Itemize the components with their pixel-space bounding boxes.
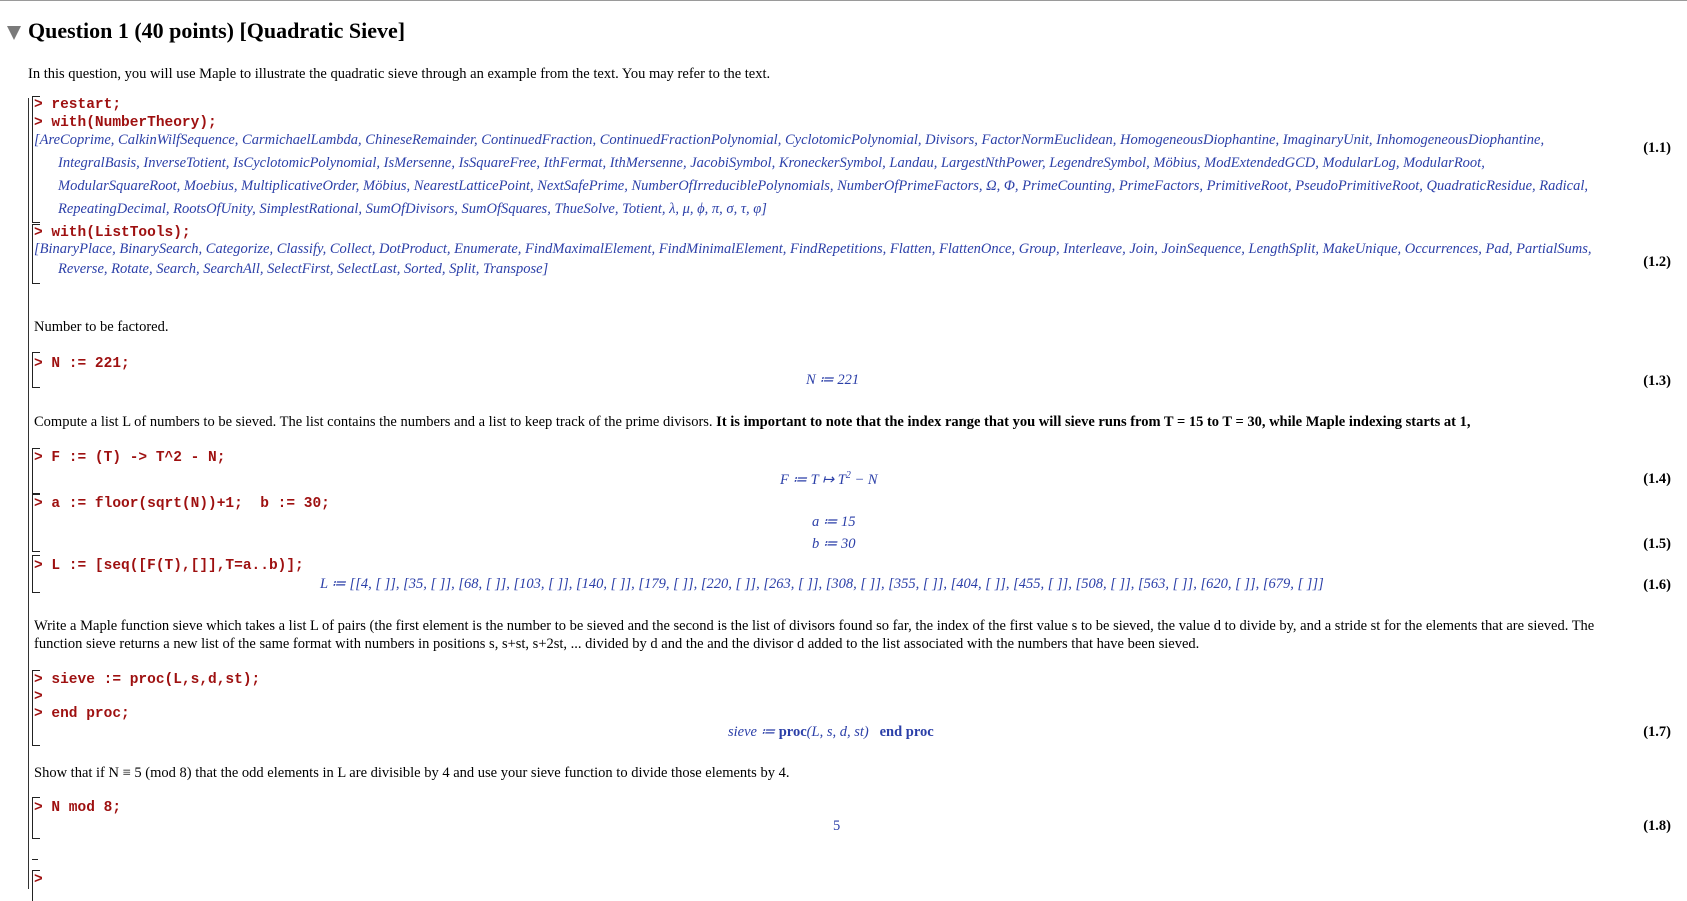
equation-label: (1.4) <box>1643 471 1671 487</box>
text-show-that: Show that if N ≡ 5 (mod 8) that the odd elements in L are divisible by 4 and use your sieve function to divide those elements by 4. <box>34 765 790 781</box>
equation-label: (1.8) <box>1643 818 1671 834</box>
collapse-triangle-icon[interactable] <box>7 26 21 40</box>
input-with-numbertheory[interactable]: > with(NumberTheory); <box>34 115 217 131</box>
input-empty-prompt[interactable]: > <box>34 872 43 888</box>
top-border <box>0 0 1687 1</box>
output-numbertheory-line4: RepeatingDecimal, RootsOfUnity, SimplestRational, SumOfDivisors, SumOfSquares, ThueSolve, Totient, λ, μ, ϕ, π, σ, τ, φ] <box>58 201 767 217</box>
output-mod-value: 5 <box>833 818 841 834</box>
output-sieve <box>728 724 934 741</box>
output-b-value: b ≔ 30 <box>812 536 856 552</box>
output-l-value: L ≔ [[4, [ ]], [35, [ ]], [68, [ ]], [103, [ ]], [140, [ ]], [179, [ ]], [220, [ ]], [263, [ ]], [308, [ ]], [355, [ ]], [404, [ ]], [455, [ ]], [508, [ ]], [563, [ ]], [620, [ ]], [679, [ ]]] <box>320 576 1324 592</box>
equation-label: (1.5) <box>1643 536 1671 552</box>
output-a-value: a ≔ 15 <box>812 514 856 530</box>
section-bar <box>28 98 29 889</box>
output-f-exponent: 2 <box>845 470 851 481</box>
text-sieve-line2: function sieve returns a new list of the same format with numbers in positions s, s+st, s+2st, ... divided by d and the and the divisor d added to the list associated with the numbers that have been sieved. <box>34 636 1200 652</box>
input-restart[interactable]: > restart; <box>34 97 122 113</box>
text-number-to-factor: Number to be factored. <box>34 319 169 335</box>
text-compute-list-plain: Compute a list L of numbers to be sieved. The list contains the numbers and a list to keep track of the prime divisors. <box>34 414 717 430</box>
text-compute-list <box>34 414 1470 431</box>
output-listtools-line2: Reverse, Rotate, Search, SearchAll, SelectFirst, SelectLast, Sorted, Split, Transpose] <box>58 261 549 277</box>
output-n-value: N ≔ 221 <box>806 372 860 388</box>
input-n-assign[interactable]: > N := 221; <box>34 356 130 372</box>
text-compute-list-bold: It is important to note that the index range that you will sieve runs from T = 15 to T = 30, while Maple indexing starts at 1, <box>716 414 1471 430</box>
equation-label: (1.2) <box>1643 254 1671 270</box>
output-f-rest: − N <box>850 471 878 488</box>
input-ab-assign[interactable]: > a := floor(sqrt(N))+1; b := 30; <box>34 496 330 512</box>
input-n-mod[interactable]: > N mod 8; <box>34 800 122 816</box>
input-f-assign[interactable]: > F := (T) -> T^2 - N; <box>34 450 226 466</box>
output-sieve-end-keyword: end proc <box>879 724 934 740</box>
intro-text: In this question, you will use Maple to illustrate the quadratic sieve through an example from the text. You may refer to the text. <box>28 66 771 82</box>
equation-label: (1.1) <box>1643 140 1671 156</box>
section-title: Question 1 (40 points) [Quadratic Sieve] <box>28 18 406 43</box>
equation-label: (1.6) <box>1643 577 1671 593</box>
input-end-proc[interactable]: > end proc; <box>34 706 130 722</box>
output-numbertheory-line3: ModularSquareRoot, Moebius, MultiplicativeOrder, Möbius, NearestLatticePoint, NextSafePrime, NumberOfIrreduciblePolynomials, NumberOfPrimeFactors, Ω, Φ, PrimeCounting, PrimeFactors, PrimitiveRoot, PseudoPrimitiveRoot, QuadraticResidue, Radical, <box>58 178 1588 194</box>
output-f-lhs: F ≔ T ↦ T <box>780 471 846 488</box>
output-listtools-line1: [BinaryPlace, BinarySearch, Categorize, Classify, Collect, DotProduct, Enumerate, FindMaximalElement, FindMinimalElement, FindRepetitions, Flatten, FlattenOnce, Group, Interleave, Join, JoinSequence, LengthSplit, MakeUnique, Occurrences, Pad, PartialSums, <box>34 241 1592 257</box>
output-numbertheory-line2: IntegralBasis, InverseTotient, IsCyclotomicPolynomial, IsMersenne, IsSquareFree, IthFermat, IthMersenne, JacobiSymbol, KroneckerSymbol, Landau, LargestNthPower, LegendreSymbol, Möbius, ModExtendedGCD, ModularLog, ModularRoot, <box>58 155 1485 171</box>
equation-label: (1.7) <box>1643 724 1671 740</box>
output-sieve-args: (L, s, d, st) <box>806 724 869 740</box>
equation-label: (1.3) <box>1643 373 1671 389</box>
input-sieve-proc[interactable]: > sieve := proc(L,s,d,st); <box>34 672 261 688</box>
input-with-listtools[interactable]: > with(ListTools); <box>34 225 191 241</box>
input-l-assign[interactable]: > L := [seq([F(T),[]],T=a..b)]; <box>34 558 304 574</box>
output-sieve-lhs: sieve ≔ <box>728 724 779 740</box>
output-f-value <box>780 470 878 489</box>
output-numbertheory-line1: [AreCoprime, CalkinWilfSequence, CarmichaelLambda, ChineseRemainder, ContinuedFraction, ContinuedFractionPolynomial, CyclotomicPolynomial, Divisors, FactorNormEuclidean, HomogeneousDiophantine, ImaginaryUnit, InhomogeneousDiophantine, <box>34 132 1545 148</box>
output-sieve-proc-keyword: proc <box>778 724 807 740</box>
text-sieve-line1: Write a Maple function sieve which takes a list L of pairs (the first element is the number to be sieved and the second is the list of divisors found so far, the index of the first value s to be sieved, the value d to divide by, and a stride st for the elements that are sieved. The <box>34 618 1595 634</box>
input-empty-line[interactable]: > <box>34 689 43 705</box>
group-divider <box>32 859 38 860</box>
